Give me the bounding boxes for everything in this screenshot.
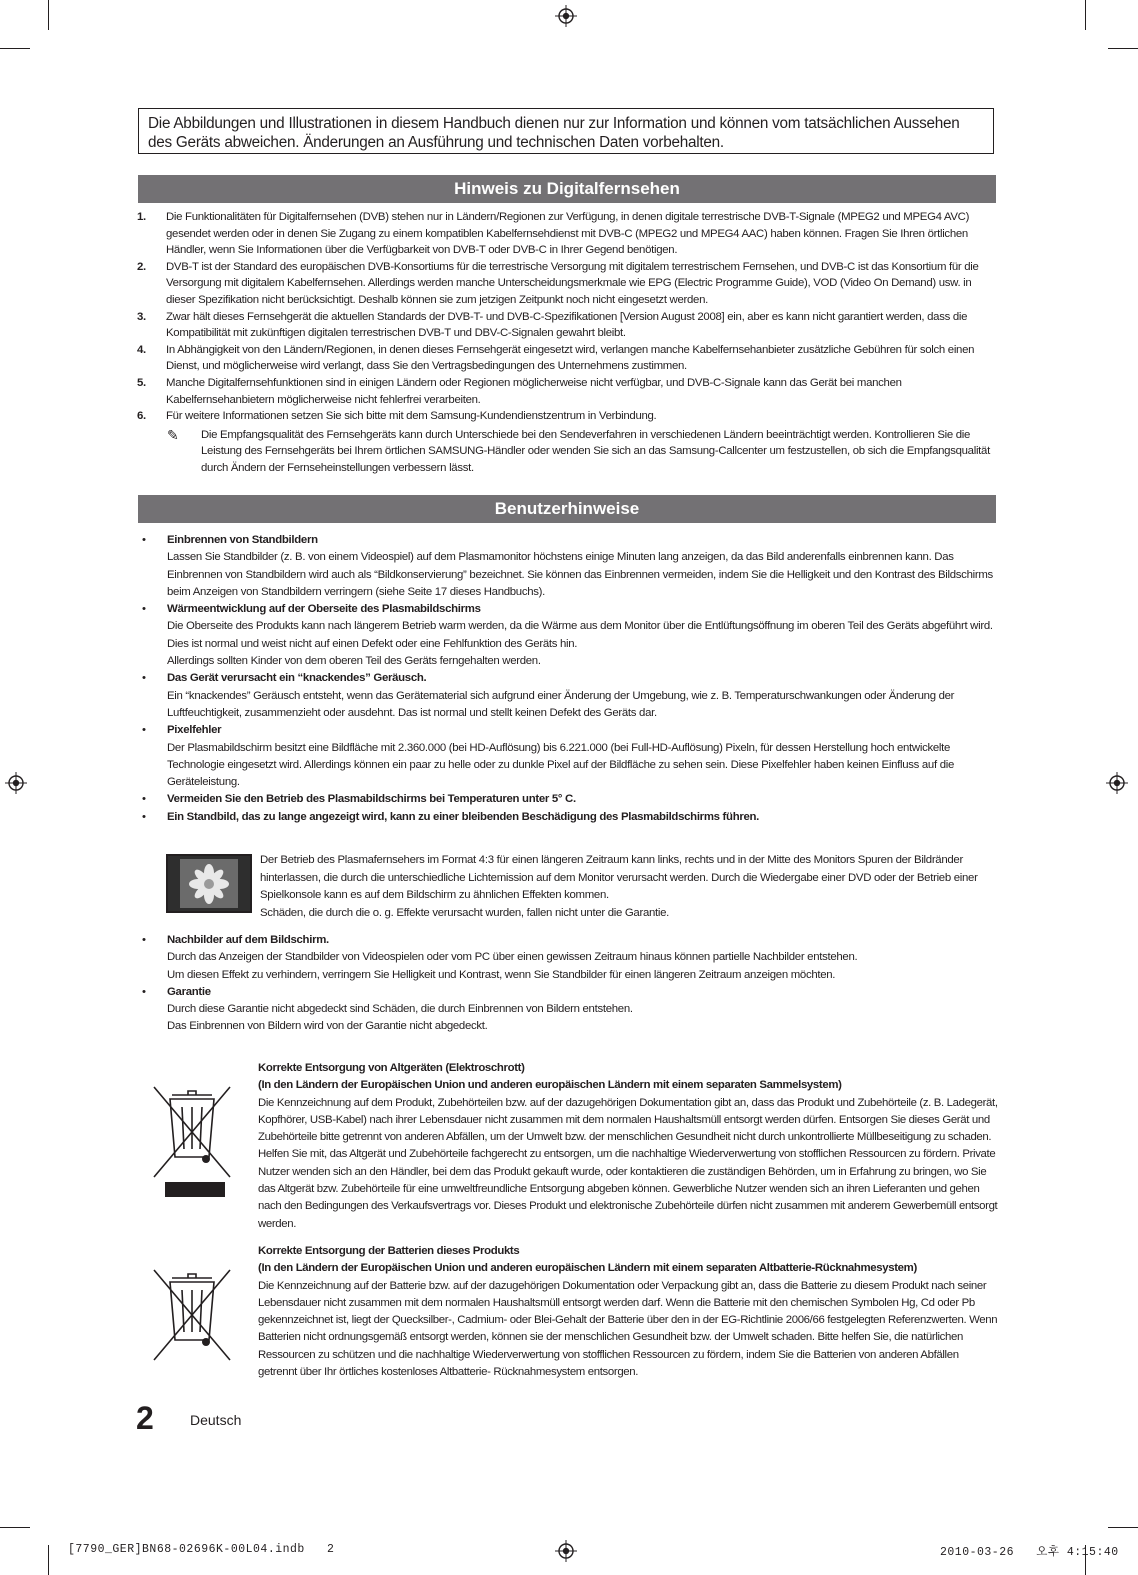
item-text: Durch diese Garantie nicht abgedeckt sind Schäden, die durch Einbrennen von Bildern entstehen.	[167, 1003, 633, 1016]
item-text: Durch das Anzeigen der Standbilder von Videospielen oder vom PC über einen gewissen Zeitraum hinaus können partielle Nachbilder entstehen.	[167, 951, 858, 964]
list-item	[142, 670, 998, 722]
item-number: 2.	[137, 260, 146, 273]
battery-text: Die Kennzeichnung auf der Batterie bzw. auf der dazugehörigen Dokumentation oder Verpackung gibt an, dass die Batterie zu diesem Produkt nach seiner Lebensdauer nicht zusammen mit dem normalen Haushaltsmüll entsorgt werden darf. Wenn die Batterie mit den chemischen Symbolen Hg, Cd oder Pb gekennzeichnet ist, liegt der Quecksilber-, Cadmium- oder Blei-Gehalt der Batterie über den in der EG-Richtlinie 2006/66 festgelegten Referenzwerten. Wenn Batterien nicht ordnungsgemäß entsorgt werden, können sie der menschlichen Gesundheit bzw. der Umwelt schaden. Bitte helfen Sie, die natürlichen Ressourcen zu schützen und die nachhaltige Wiederverwertung von stofflichen Ressourcen zu fördern, indem Sie die Batterien von anderen Abfällen getrennt über Ihr örtliches kostenloses Altbatterie- Rücknahmesystem entsorgen.	[258, 1279, 998, 1379]
registration-mark-icon	[1106, 772, 1128, 794]
registration-mark-icon	[5, 772, 27, 794]
crop-mark	[0, 48, 30, 49]
bullet-icon: •	[142, 934, 146, 946]
tv-burn-in-illustration	[166, 854, 252, 913]
item-heading: Nachbilder auf dem Bildschirm.	[167, 934, 329, 946]
print-slug-file: [7790_GER]BN68-02696K-00L04.indb 2	[68, 1543, 335, 1556]
bullet-icon: •	[142, 793, 146, 806]
item-text: Der Plasmabildschirm besitzt eine Bildfläche mit 2.360.000 (bei HD-Auflösung) bis 6.221.000 (bei Full-HD-Auflösung) Pixeln, für dessen Herstellung hoch entwickelte Technologie eingesetzt wird. Allerdings können ein paar zu helle oder zu dunkle Pixel auf der Bildfläche zu sehen sein. Diese Pixelfehler haben keinen Einfluss auf die Geräteleistung.	[167, 741, 955, 789]
weee-title: Korrekte Entsorgung von Altgeräten (Elektroschrott)	[258, 1062, 525, 1074]
item-text: In Abhängigkeit von den Ländern/Regionen, in denen dieses Fernsehgerät eingesetzt wird, verlangen manche Kabelfernsehanbieter zusätzliche Gebühren für solch einen Dienst, und möglicherweise wird verlangt, dass Sie den Vertragsbedingungen des Unternehmens zustimmen.	[166, 343, 975, 373]
crop-mark	[0, 1527, 30, 1528]
registration-mark-icon	[555, 1540, 577, 1562]
bullet-icon: •	[142, 603, 146, 616]
paragraph: Schäden, die durch die o. g. Effekte verursacht wurden, fallen nicht unter die Garantie.	[260, 906, 670, 919]
weee-section	[258, 1060, 998, 1233]
item-number: 6.	[137, 410, 146, 423]
list-item	[137, 342, 997, 375]
crossed-bin-icon	[152, 1085, 232, 1200]
list-item	[142, 722, 998, 791]
list-item	[142, 601, 998, 670]
item-text: Dies ist normal und weist nicht auf einen Defekt oder eine Fehlfunktion des Geräts hin.	[167, 637, 578, 650]
item-text: Die Funktionalitäten für Digitalfernsehen (DVB) stehen nur in Ländern/Regionen zur Verfügung, in denen digitale terrestrische DVB-T-Signale (MPEG2 und MPEG4 AVC) gesendet werden oder in denen Sie Zugang zu einem kompatiblen Kabelfernsehdienst mit DVB-C (MPEG2 und MPEG4 AAC) haben können. Fragen Sie Ihren örtlichen Händler, wenn Sie Informationen über die Verfügbarkeit von DVB-T oder DVB-C in Ihrer Gegend benötigen.	[166, 211, 970, 257]
bullet-icon: •	[142, 810, 146, 823]
list-item	[142, 791, 998, 808]
crossed-battery-bin-icon	[152, 1268, 232, 1366]
bullet-icon: •	[142, 534, 146, 546]
item-text: Das Einbrennen von Bildern wird von der Garantie nicht abgedeckt.	[167, 1020, 488, 1033]
bullet-icon: •	[142, 672, 146, 685]
item-text: Zwar hält dieses Fernsehgerät die aktuellen Standards der DVB-T- und DVB-C-Spezifikationen [Version August 2008] ein, aber es kann nicht garantiert werden, dass die Kompatibilität mit zukünftigen digitalen terrestrischen DVB-T und DBV-C-Signalen gewahrt bleibt.	[166, 310, 968, 340]
list-item	[137, 209, 997, 259]
bullet-icon: •	[142, 724, 146, 737]
crop-mark	[1108, 1527, 1138, 1528]
paragraph: Der Betrieb des Plasmafernsehers im Format 4:3 für einen längeren Zeitraum kann links, rechts und in der Mitte des Monitors Spuren der Bildränder hinterlassen, die durch die unterschiedliche Lichtemission auf dem Monitor verursacht werden. Durch die Wiedergabe einer DVD oder der Betrieb einer Spielkonsole kann es auf dem Bildschirm zu ähnlichen Effekten kommen.	[260, 854, 978, 902]
battery-section	[258, 1243, 998, 1381]
item-heading: Pixelfehler	[167, 724, 222, 737]
note	[137, 427, 997, 477]
note-text: Die Empfangsqualität des Fernsehgeräts kann durch Unterschiede bei den Sendeverfahren in verschiedenen Ländern beeinträchtigt werden. Kontrollieren Sie die Leistung des Fernsehgeräts bei Ihrem örtlichen SAMSUNG-Händler oder wenden Sie sich an das Samsung-Callcenter um festzustellen, ob sich die Empfangsqualität durch Ändern der Fernseheinstellungen verbessern lässt.	[201, 428, 990, 474]
item-text: Allerdings sollten Kinder von dem oberen Teil des Geräts ferngehalten werden.	[167, 655, 541, 668]
item-text: Für weitere Informationen setzen Sie sich bitte mit dem Samsung-Kundendienstzentrum in Verbindung.	[166, 410, 657, 423]
list-item	[137, 408, 997, 425]
item-text: Ein “knackendes” Geräusch entsteht, wenn das Gerätematerial sich aufgrund einer Änderung der Umgebung, wie z. B. Temperaturschwankungen oder Änderung der Luftfeuchtigkeit, zusammenzieht oder ausdehnt. Das ist normal und stellt keinen Defekt des Geräts dar.	[167, 689, 955, 719]
crop-mark	[48, 0, 49, 30]
weee-subtitle: (In den Ländern der Europäischen Union und anderen europäischen Ländern mit einem separaten Sammelsystem)	[258, 1079, 842, 1092]
crop-mark	[48, 1545, 49, 1575]
section-heading-digital: Hinweis zu Digitalfernsehen	[138, 175, 996, 203]
item-text: Manche Digitalfernsehfunktionen sind in einigen Ländern oder Regionen möglicherweise nicht verfügbar, und DVB-C-Signale kann das Gerät bei manchen Kabelfernsehanbietern möglicherweise nicht fehlerfrei verarbeiten.	[166, 376, 902, 406]
burn-in-description	[260, 852, 1000, 922]
list-item	[142, 809, 998, 826]
crop-mark	[1085, 0, 1086, 30]
item-number: 1.	[137, 211, 146, 223]
item-text: DVB-T ist der Standard des europäischen DVB-Konsortiums für die terrestrische Versorgung mit digitalem terrestrischem Fernsehen, und DVB-C ist das Konsortium für die Versorgung mit digitalem Kabelfernsehen. Allerdings werden manche Unterscheidungsmerkmale wie EPG (Electric Programme Guide), VOD (Video On Demand) usw. in dieser Spezifikation nicht berücksichtigt. Deshalb können sie zum jetzigen Zeitpunkt noch nicht eingesetzt werden.	[166, 260, 979, 306]
list-item	[142, 532, 998, 601]
item-number: 5.	[137, 376, 146, 389]
disclaimer-text: Die Abbildungen und Illustrationen in diesem Handbuch dienen nur zur Information und können vom tatsächlichen Aussehen des Geräts abweichen. Änderungen an Ausführung und technischen Daten vorbehalten.	[148, 115, 960, 151]
list-item	[137, 309, 997, 342]
battery-title: Korrekte Entsorgung der Batterien dieses Produkts	[258, 1245, 520, 1257]
user-notes-list	[142, 532, 998, 826]
item-text: Die Oberseite des Produkts kann nach längerem Betrieb warm werden, da die Wärme aus dem Monitor über die Entlüftungsöffnung im oberen Teil des Geräts abgeführt wird.	[167, 620, 993, 633]
user-notes-list-2	[142, 932, 998, 1036]
item-text: Um diesen Effekt zu verhindern, verringern Sie Helligkeit und Kontrast, wenn Sie Standbilder für einen längeren Zeitraum anzeigen möchten.	[167, 968, 836, 981]
pencil-note-icon: ✎	[167, 426, 179, 443]
item-number: 3.	[137, 310, 146, 323]
battery-subtitle: (In den Ländern der Europäischen Union und anderen europäischen Ländern mit einem separaten Altbatterie-Rücknahmesystem)	[258, 1262, 917, 1275]
language-label: Deutsch	[190, 1412, 242, 1428]
list-item	[137, 375, 997, 408]
section-heading-user-notes: Benutzerhinweise	[138, 495, 996, 523]
crop-mark	[1108, 48, 1138, 49]
bullet-icon: •	[142, 985, 146, 998]
list-item	[142, 932, 998, 984]
registration-mark-icon	[555, 5, 577, 27]
disclaimer-box	[138, 108, 994, 154]
item-heading: Ein Standbild, das zu lange angezeigt wird, kann zu einer bleibenden Beschädigung des Plasmabildschirms führen.	[167, 810, 760, 823]
list-item	[137, 259, 997, 309]
weee-text: Die Kennzeichnung auf dem Produkt, Zubehörteilen bzw. auf der dazugehörigen Dokumentation gibt an, dass das Produkt und Zubehörteile (z. B. Ladegerät, Kopfhörer, USB-Kabel) nach ihrer Lebensdauer nicht zusammen mit dem normalen Haushaltsmüll entsorgt werden dürfen. Entsorgen Sie dieses Gerät und Zubehörteile bitte getrennt von anderen Abfällen, um der Umwelt bzw. der menschlichen Gesundheit nicht durch unkontrollierte Müllbeseitigung zu schaden. Helfen Sie mit, das Altgerät und Zubehörteile fachgerecht zu entsorgen, um die nachhaltige Wiederverwertung von stofflichen Ressourcen zu fördern. Private Nutzer wenden sich an den Händler, bei dem das Produkt gekauft wurde, oder kontaktieren die zuständigen Behörden, um in Erfahrung zu bringen, wo Sie das Altgerät bzw. Zubehörteile für eine umweltfreundliche Entsorgung abgeben können. Gewerbliche Nutzer wenden sich an ihren Lieferanten und gehen nach den Bedingungen des Verkaufsvertrags vor. Dieses Produkt und elektronische Zubehörteile dürfen nicht zusammen mit anderem Gewerbemüll entsorgt werden.	[258, 1096, 998, 1230]
item-heading: Wärmeentwicklung auf der Oberseite des Plasmabildschirms	[167, 603, 481, 616]
list-item	[142, 984, 998, 1036]
item-heading: Das Gerät verursacht ein “knackendes” Geräusch.	[167, 672, 427, 685]
digital-list	[137, 209, 997, 477]
page-number: 2	[136, 1400, 154, 1436]
flower-image-icon	[168, 856, 250, 911]
item-number: 4.	[137, 343, 146, 356]
item-text: Lassen Sie Standbilder (z. B. von einem Videospiel) auf dem Plasmamonitor höchstens einige Minuten lang anzeigen, da das Bild anderenfalls einbrennen kann. Das Einbrennen von Standbildern wird auch als “Bildkonservierung” bezeichnet. Sie können das Einbrennen vermeiden, indem Sie die Helligkeit und den Kontrast des Bildschirms beim Anzeigen von Standbildern verringern (siehe Seite 17 dieses Handbuchs).	[167, 551, 993, 598]
item-heading: Einbrennen von Standbildern	[167, 534, 318, 546]
item-heading: Vermeiden Sie den Betrieb des Plasmabildschirms bei Temperaturen unter 5° C.	[167, 793, 576, 806]
print-slug-date: 2010-03-26 오후 4:15:40	[940, 1546, 1119, 1559]
item-heading: Garantie	[167, 985, 211, 998]
